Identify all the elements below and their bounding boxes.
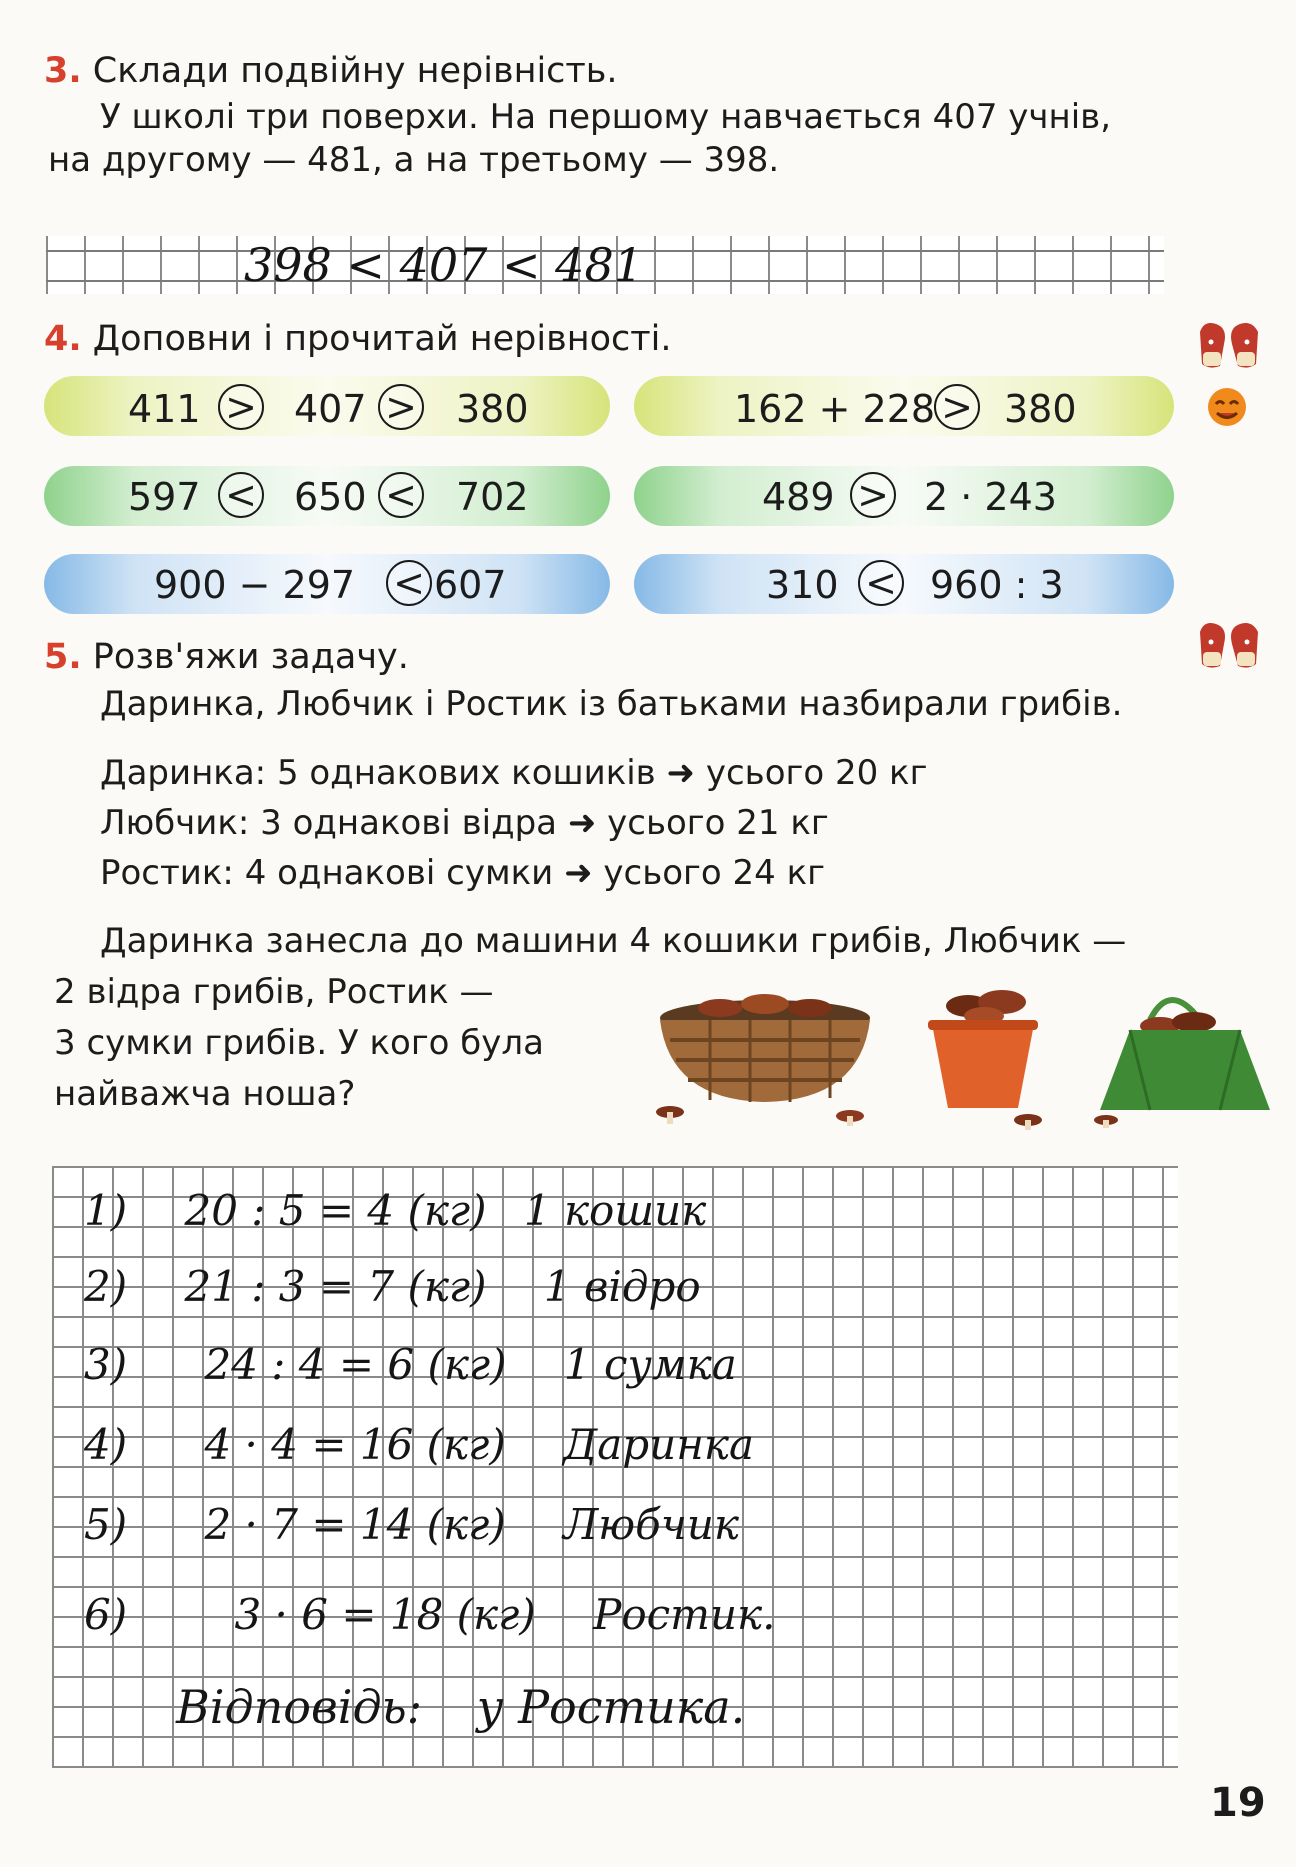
ineq-l1-c: 380 — [456, 387, 529, 431]
solution-step-2 — [84, 1262, 701, 1311]
arrow-right-icon: ➜ — [564, 853, 593, 893]
ineq-l2-c: 702 — [456, 475, 529, 519]
mushroom-bag-icon — [1090, 980, 1280, 1130]
ineq-r2-a: 489 — [762, 475, 835, 519]
step-expression: 21 : 3 = 7 (кг) — [184, 1262, 487, 1311]
task5-intro: Даринка, Любчик і Ростик із батьками назбирали грибів. — [100, 684, 1123, 724]
ineq-r3-a: 310 — [766, 563, 839, 607]
step-note: 1 відро — [543, 1262, 701, 1311]
solution-step-5 — [84, 1500, 739, 1549]
task5-heading — [44, 637, 409, 677]
ineq-l1-sign1: > — [218, 384, 264, 430]
step-expression: 3 · 6 = 18 (кг) — [234, 1590, 536, 1639]
ineq-l2-sign1: < — [218, 472, 264, 518]
ineq-l2-a: 597 — [128, 475, 201, 519]
ineq-r1-a: 162 + 228 — [734, 387, 936, 431]
row-result: усього 24 кг — [603, 853, 825, 893]
ineq-r3-sign: < — [858, 560, 904, 606]
solution-step-1 — [84, 1186, 706, 1235]
step-note: 1 сумка — [563, 1340, 737, 1389]
step-note: Даринка — [563, 1420, 755, 1469]
step-expression: 20 : 5 = 4 (кг) — [184, 1186, 487, 1235]
task5-question-line1: Даринка занесла до машини 4 кошики грибів, Любчик — — [100, 921, 1127, 961]
ineq-l3-sign: < — [386, 560, 432, 606]
mittens-icon — [1194, 318, 1266, 374]
task5-row-darynka — [100, 753, 928, 793]
task3-line2: на другому — 481, а на третьому — 398. — [48, 140, 780, 180]
mittens-icon — [1194, 618, 1266, 674]
task4-heading — [44, 319, 672, 359]
step-number: 2) — [84, 1262, 128, 1311]
task4-number: 4. — [44, 319, 82, 359]
band-green-right — [634, 466, 1174, 526]
task4-title: Доповни і прочитай нерівності. — [92, 319, 672, 359]
step-expression: 24 : 4 = 6 (кг) — [204, 1340, 507, 1389]
task5-question-line3: 3 сумки грибів. У кого була — [54, 1023, 544, 1063]
solution-answer — [176, 1680, 745, 1734]
task3-line1: У школі три поверхи. На першому навчається 407 учнів, — [100, 97, 1112, 137]
task3-number: 3. — [44, 51, 82, 91]
step-number: 3) — [84, 1340, 128, 1389]
task5-number: 5. — [44, 637, 82, 677]
task5-question-line2: 2 відра грибів, Ростик — — [54, 972, 494, 1012]
solution-step-3 — [84, 1340, 737, 1389]
task5-row-rostyk — [100, 853, 825, 893]
step-expression: 4 · 4 = 16 (кг) — [204, 1420, 506, 1469]
ineq-r1-sign: > — [934, 384, 980, 430]
ineq-l1-b: 407 — [294, 387, 367, 431]
ineq-r2-b: 2 · 243 — [924, 475, 1057, 519]
band-blue-right — [634, 554, 1174, 614]
ineq-l3-a: 900 − 297 — [154, 563, 356, 607]
solution-step-6 — [84, 1590, 775, 1639]
solution-step-4 — [84, 1420, 754, 1469]
answer-label: Відповідь: — [176, 1680, 423, 1734]
ineq-r1-b: 380 — [1004, 387, 1077, 431]
page-number: 19 — [1210, 1780, 1266, 1826]
task3-answer: 398 < 407 < 481 — [244, 238, 643, 292]
task5-row-liubchyk — [100, 803, 829, 843]
step-note: Ростик. — [593, 1590, 776, 1639]
step-number: 4) — [84, 1420, 128, 1469]
ineq-l2-sign2: < — [378, 472, 424, 518]
row-label: Ростик: 4 однакові сумки — [100, 853, 554, 893]
step-number: 6) — [84, 1590, 128, 1639]
ineq-l1-a: 411 — [128, 387, 201, 431]
row-result: усього 21 кг — [607, 803, 829, 843]
mushroom-bucket-icon — [918, 984, 1054, 1134]
step-note: 1 кошик — [523, 1186, 707, 1235]
task3-heading — [44, 51, 618, 91]
smiley-icon — [1206, 386, 1248, 428]
arrow-right-icon: ➜ — [666, 753, 696, 793]
step-note: Любчик — [563, 1500, 740, 1549]
ineq-l1-sign2: > — [378, 384, 424, 430]
row-label: Даринка: 5 однакових кошиків — [100, 753, 656, 793]
task3-title: Склади подвійну нерівність. — [92, 51, 618, 91]
task5-question-line4: найважча ноша? — [54, 1074, 356, 1114]
step-expression: 2 · 7 = 14 (кг) — [204, 1500, 506, 1549]
step-number: 5) — [84, 1500, 128, 1549]
ineq-l2-b: 650 — [294, 475, 367, 519]
row-result: усього 20 кг — [705, 753, 928, 793]
ineq-r3-b: 960 : 3 — [930, 563, 1064, 607]
answer-text: у Ростика. — [476, 1680, 746, 1734]
row-label: Любчик: 3 однакові відра — [100, 803, 557, 843]
mushroom-basket-icon — [640, 980, 900, 1130]
task5-title: Розв'яжи задачу. — [92, 637, 409, 677]
arrow-right-icon: ➜ — [567, 803, 597, 843]
ineq-r2-sign: > — [850, 472, 896, 518]
step-number: 1) — [84, 1186, 128, 1235]
ineq-l3-b: 607 — [434, 563, 507, 607]
